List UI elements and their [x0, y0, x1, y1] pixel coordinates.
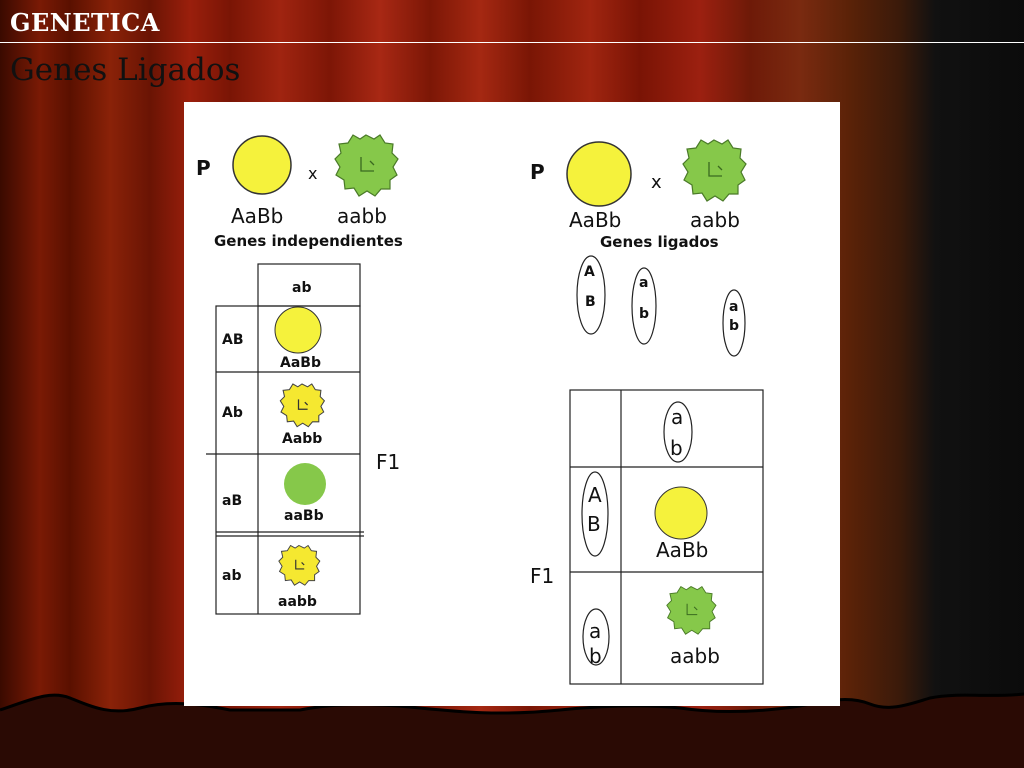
- f1-generation-label: F1: [530, 564, 555, 588]
- allele-label: a: [729, 299, 739, 315]
- offspring-genotype: Aabb: [282, 431, 323, 447]
- gamete-label: Ab: [222, 405, 243, 421]
- grid-column-header: ab: [292, 280, 312, 296]
- right-caption: Genes ligados: [600, 233, 719, 251]
- diagram-graphics: [184, 102, 840, 706]
- allele-label: a: [671, 405, 684, 429]
- offspring-genotype: AaBb: [656, 538, 709, 562]
- gamete-label: AB: [222, 332, 244, 348]
- offspring-genotype: aabb: [670, 644, 720, 668]
- slide-subtitle: Genes Ligados: [10, 52, 241, 88]
- allele-label: A: [588, 483, 602, 507]
- allele-label: b: [639, 306, 650, 322]
- seed-green-wrinkled: [667, 587, 716, 635]
- diagram-panel: [184, 102, 840, 706]
- cross-symbol: x: [651, 172, 662, 193]
- parent-seed-yellow-round: [233, 136, 291, 194]
- allele-label: A: [584, 264, 595, 280]
- f1-generation-label: F1: [376, 450, 401, 474]
- offspring-genotype: AaBb: [280, 355, 321, 371]
- parent1-genotype: AaBb: [231, 204, 284, 228]
- parent-seed-green-wrinkled: [335, 135, 398, 196]
- cross-symbol: x: [308, 164, 318, 183]
- gamete-label: ab: [222, 568, 242, 584]
- gamete-label: aB: [222, 493, 243, 509]
- allele-label: b: [589, 644, 602, 668]
- header-divider: [0, 42, 1024, 43]
- allele-label: B: [587, 512, 601, 536]
- offspring-genotype: aabb: [278, 594, 317, 610]
- allele-label: a: [639, 275, 649, 291]
- seed-yellow-round: [655, 487, 707, 539]
- parent1-genotype: AaBb: [569, 208, 622, 232]
- seed-green-round: [284, 463, 326, 505]
- parental-generation-label: P: [196, 156, 211, 180]
- left-caption: Genes independientes: [214, 232, 403, 250]
- allele-label: B: [585, 294, 596, 310]
- parent-seed-green-wrinkled: [683, 140, 746, 201]
- parent2-genotype: aabb: [690, 208, 740, 232]
- parent2-genotype: aabb: [337, 204, 387, 228]
- parent-seed-yellow-round: [567, 142, 631, 206]
- allele-label: b: [729, 318, 740, 334]
- offspring-genotype: aaBb: [284, 508, 324, 524]
- slide-header-title: GENETICA: [10, 8, 160, 37]
- allele-label: b: [670, 436, 683, 460]
- seed-yellow-wrinkled: [280, 384, 324, 427]
- parental-generation-label: P: [530, 160, 545, 184]
- seed-yellow-wrinkled: [279, 546, 320, 586]
- allele-label: a: [589, 619, 602, 643]
- seed-yellow-round: [275, 307, 321, 353]
